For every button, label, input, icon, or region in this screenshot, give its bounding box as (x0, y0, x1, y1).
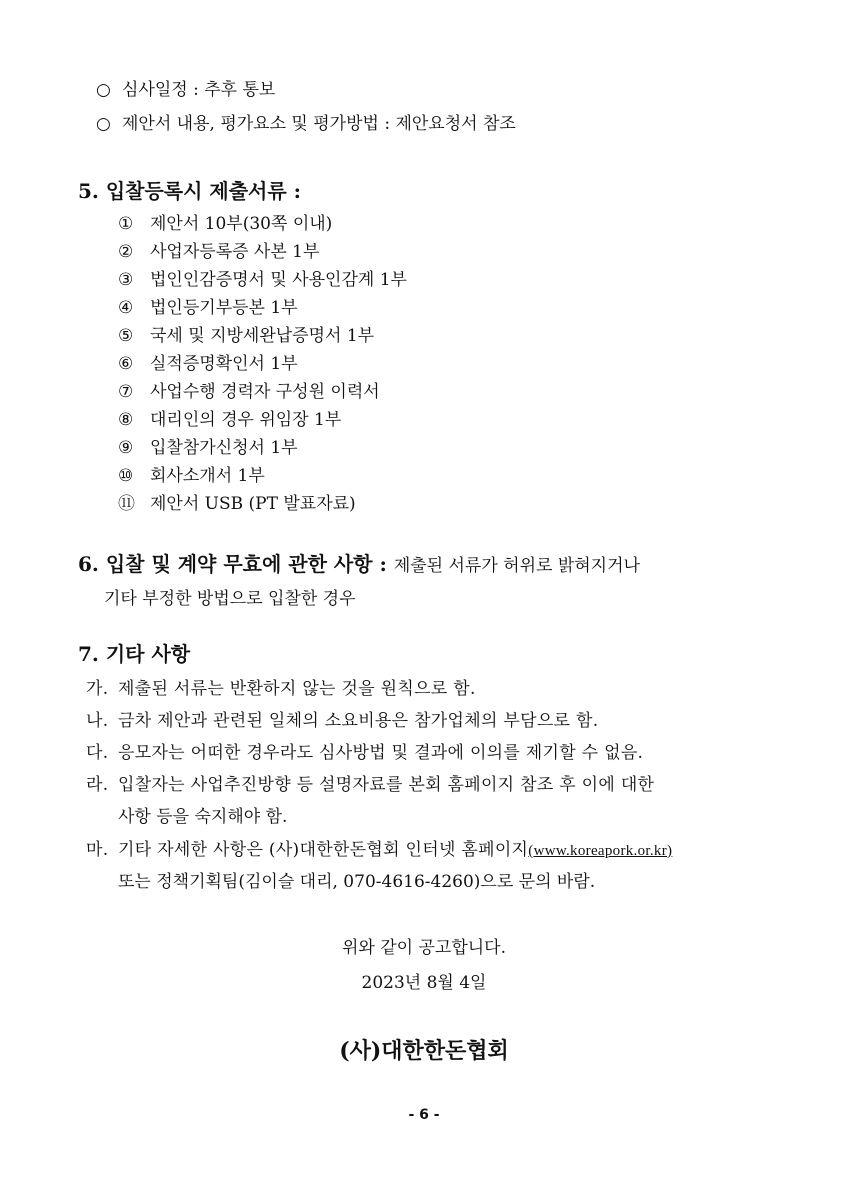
bullet-proposal-content (96, 113, 516, 135)
etc-item-text: 응모자는 어떠한 경우라도 심사방법 및 결과에 이의를 제기할 수 없음. (118, 743, 644, 763)
etc-item-ra (86, 774, 654, 796)
doc-item (118, 297, 298, 319)
etc-item-prefix: 나. (86, 711, 109, 731)
etc-item-ra-continued: 사항 등을 숙지해야 함. (118, 807, 288, 827)
doc-item-mark: ⑨ (118, 438, 134, 458)
circle-bullet-icon: ○ (96, 80, 111, 100)
bullet-text: 심사일정 : 추후 통보 (122, 80, 276, 100)
etc-item-prefix: 마. (86, 840, 109, 860)
doc-item (118, 353, 298, 375)
doc-item (118, 241, 319, 263)
homepage-link[interactable]: (www.koreapork.or.kr) (528, 843, 673, 859)
doc-item-text: 사업수행 경력자 구성원 이력서 (150, 382, 380, 402)
doc-item (118, 465, 265, 487)
doc-item-text: 실적증명확인서 1부 (150, 354, 298, 374)
doc-item (118, 437, 298, 459)
etc-item-text: 제출된 서류는 반환하지 않는 것을 원칙으로 함. (118, 679, 476, 699)
doc-item-mark: ⑧ (118, 410, 134, 430)
doc-item-mark: ④ (118, 298, 134, 318)
doc-item-text: 국세 및 지방세완납증명서 1부 (150, 326, 375, 346)
doc-item-mark: ① (118, 214, 134, 234)
doc-item-mark: ⑤ (118, 326, 134, 346)
doc-item-mark: ③ (118, 270, 134, 290)
section6-text-line1: 제출된 서류가 허위로 밝혀지거나 (393, 556, 640, 576)
bullet-review-schedule (96, 79, 275, 101)
etc-item-text: 입찰자는 사업추진방향 등 설명자료를 본회 홈페이지 참조 후 이에 대한 (118, 775, 655, 795)
etc-item-ma (86, 839, 672, 862)
section6-heading: 6. 입찰 및 계약 무효에 관한 사항 : (78, 552, 387, 576)
etc-item-prefix: 다. (86, 743, 109, 763)
etc-item-text: 기타 자세한 사항은 (사)대한한돈협회 인터넷 홈페이지 (118, 840, 529, 860)
bullet-text: 제안서 내용, 평가요소 및 평가방법 : 제안요청서 참조 (122, 114, 516, 134)
doc-item-text: 제안서 USB (PT 발표자료) (150, 494, 356, 514)
announcement-date: 2023년 8월 4일 (361, 973, 487, 993)
page-number: - 6 - (408, 1107, 440, 1123)
section5-heading: 5. 입찰등록시 제출서류 : (78, 179, 302, 203)
doc-item-text: 입찰참가신청서 1부 (150, 438, 298, 458)
doc-item (118, 381, 380, 403)
doc-item-mark: ⑥ (118, 354, 134, 374)
etc-item-na (86, 710, 598, 732)
doc-item-text: 법인인감증명서 및 사용인감계 1부 (150, 270, 407, 290)
doc-item (118, 409, 341, 431)
closing-statement: 위와 같이 공고합니다. (341, 938, 506, 958)
circle-bullet-icon: ○ (96, 114, 111, 134)
doc-item (118, 213, 332, 235)
doc-item-text: 사업자등록증 사본 1부 (150, 242, 320, 262)
organization-name: (사)대한한돈협회 (339, 1038, 509, 1064)
doc-item-text: 법인등기부등본 1부 (150, 298, 298, 318)
doc-item-mark: ⑪ (118, 494, 135, 514)
doc-item-mark: ⑩ (118, 466, 134, 486)
doc-item-text: 제안서 10부(30쪽 이내) (150, 214, 333, 234)
doc-item-text: 대리인의 경우 위임장 1부 (150, 410, 342, 430)
etc-item-da (86, 742, 643, 764)
doc-item-text: 회사소개서 1부 (150, 466, 265, 486)
doc-item-mark: ② (118, 242, 134, 262)
section6-text-line2: 기타 부정한 방법으로 입찰한 경우 (104, 589, 356, 609)
section7-heading: 7. 기타 사항 (78, 642, 191, 666)
etc-item-prefix: 라. (86, 775, 109, 795)
etc-item-text: 금차 제안과 관련된 일체의 소요비용은 참가업체의 부담으로 함. (118, 711, 599, 731)
section6-heading-line (78, 553, 640, 577)
etc-item-ga (86, 678, 476, 700)
doc-item-mark: ⑦ (118, 382, 134, 402)
doc-item (118, 269, 407, 291)
etc-item-ma-continued: 또는 정책기획팀(김이슬 대리, 070-4616-4260)으로 문의 바람. (118, 872, 596, 892)
etc-item-prefix: 가. (86, 679, 109, 699)
doc-item (118, 325, 374, 347)
doc-item (118, 493, 356, 515)
